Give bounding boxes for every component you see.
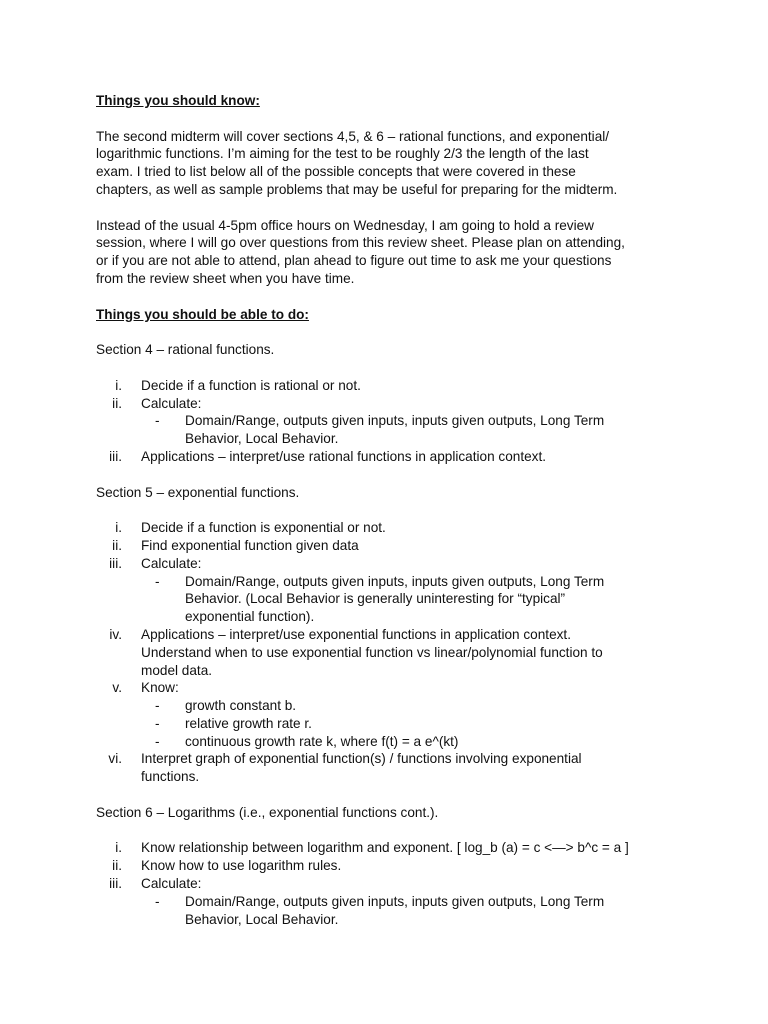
intro-line: The second midterm will cover sections 4,5, & 6 – rational functions, and exponential/	[96, 128, 610, 144]
list-item	[96, 679, 696, 697]
list-item-text: Interpret graph of exponential function(s) / functions involving exponential	[141, 751, 582, 767]
list-item	[96, 448, 696, 466]
list-numeral: ii.	[112, 537, 122, 553]
list-item-continuation: functions.	[141, 769, 200, 785]
list-item-text: Find exponential function given data	[141, 537, 359, 553]
sub-item-continuation: Behavior, Local Behavior.	[185, 431, 339, 447]
intro-line: logarithmic functions. I’m aiming for the test to be roughly 2/3 the length of the last	[96, 146, 589, 162]
list-item-text: Calculate:	[141, 555, 202, 571]
list-item-text: Calculate:	[141, 876, 202, 892]
sub-item-text: Domain/Range, outputs given inputs, inputs given outputs, Long Term	[185, 413, 605, 429]
list-item	[96, 875, 696, 893]
sub-item	[96, 697, 696, 715]
sub-item-text: continuous growth rate k, where f(t) = a e^(kt)	[185, 733, 459, 749]
sub-dash: -	[155, 733, 160, 749]
list-item	[96, 395, 696, 413]
list-item-text: Know relationship between logarithm and exponent. [ log_b (a) = c <—> b^c = a ]	[141, 840, 629, 856]
review-line: session, where I will go over questions from this review sheet. Please plan on attending,	[96, 235, 625, 251]
section-6-title: Section 6 – Logarithms (i.e., exponential functions cont.).	[96, 804, 439, 820]
list-numeral: ii.	[112, 395, 122, 411]
heading-able-to-do: Things you should be able to do:	[96, 306, 309, 322]
list-item-continuation: model data.	[141, 662, 213, 678]
sub-item-text: growth constant b.	[185, 698, 297, 714]
list-item	[96, 519, 696, 537]
sub-item-continuation: Behavior, Local Behavior.	[185, 911, 339, 927]
document-page	[96, 92, 696, 928]
heading-things-to-know: Things you should know:	[96, 93, 260, 108]
sub-item	[96, 715, 696, 733]
list-numeral: ii.	[112, 858, 122, 874]
list-numeral: v.	[112, 680, 122, 696]
sub-item	[96, 733, 696, 751]
sub-item-text: Domain/Range, outputs given inputs, inputs given outputs, Long Term	[185, 893, 605, 909]
list-item	[96, 377, 696, 395]
sub-dash: -	[155, 893, 160, 909]
list-numeral: iv.	[109, 626, 122, 642]
review-line: Instead of the usual 4-5pm office hours on Wednesday, I am going to hold a review	[96, 217, 594, 233]
list-item-text: Decide if a function is rational or not.	[141, 377, 361, 393]
list-numeral: i.	[115, 520, 122, 536]
sub-dash: -	[155, 715, 160, 731]
list-item-text: Calculate:	[141, 395, 202, 411]
list-item-text: Decide if a function is exponential or not.	[141, 520, 386, 536]
list-numeral: vi.	[108, 751, 122, 767]
intro-paragraph	[96, 128, 696, 199]
list-item	[96, 537, 696, 555]
sub-item-text: Domain/Range, outputs given inputs, inputs given outputs, Long Term	[185, 573, 605, 589]
list-item	[96, 839, 696, 857]
intro-line: exam. I tried to list below all of the possible concepts that were covered in these	[96, 164, 576, 180]
list-numeral: i.	[115, 377, 122, 393]
list-item-text: Applications – interpret/use rational functions in application context.	[141, 448, 547, 464]
section-5-title: Section 5 – exponential functions.	[96, 484, 300, 500]
sub-dash: -	[155, 573, 160, 589]
list-item-continuation: Understand when to use exponential function vs linear/polynomial function to	[141, 644, 603, 660]
review-paragraph	[96, 217, 696, 288]
list-item-text: Know:	[141, 680, 179, 696]
list-item-text: Know how to use logarithm rules.	[141, 858, 342, 874]
review-line: from the review sheet when you have time.	[96, 270, 355, 286]
list-numeral: iii.	[109, 876, 122, 892]
sub-item	[96, 412, 696, 430]
section-4-list	[96, 377, 696, 466]
intro-line: chapters, as well as sample problems that may be useful for preparing for the midterm.	[96, 181, 618, 197]
list-item	[96, 626, 696, 644]
sub-item-continuation: exponential function).	[185, 609, 315, 625]
list-item	[96, 857, 696, 875]
sub-dash: -	[155, 413, 160, 429]
list-item-text: Applications – interpret/use exponential functions in application context.	[141, 626, 571, 642]
sub-item-text: relative growth rate r.	[185, 715, 312, 731]
list-numeral: iii.	[109, 555, 122, 571]
section-4-title: Section 4 – rational functions.	[96, 342, 275, 358]
sub-item-continuation: Behavior. (Local Behavior is generally uninteresting for “typical”	[185, 591, 566, 607]
review-line: or if you are not able to attend, plan ahead to figure out time to ask me your questions	[96, 253, 612, 269]
list-item	[96, 750, 696, 768]
list-numeral: iii.	[109, 448, 122, 464]
sub-item	[96, 893, 696, 911]
list-numeral: i.	[115, 840, 122, 856]
section-6-list	[96, 839, 696, 928]
section-5-list	[96, 519, 696, 786]
sub-dash: -	[155, 698, 160, 714]
list-item	[96, 555, 696, 573]
sub-item	[96, 573, 696, 591]
